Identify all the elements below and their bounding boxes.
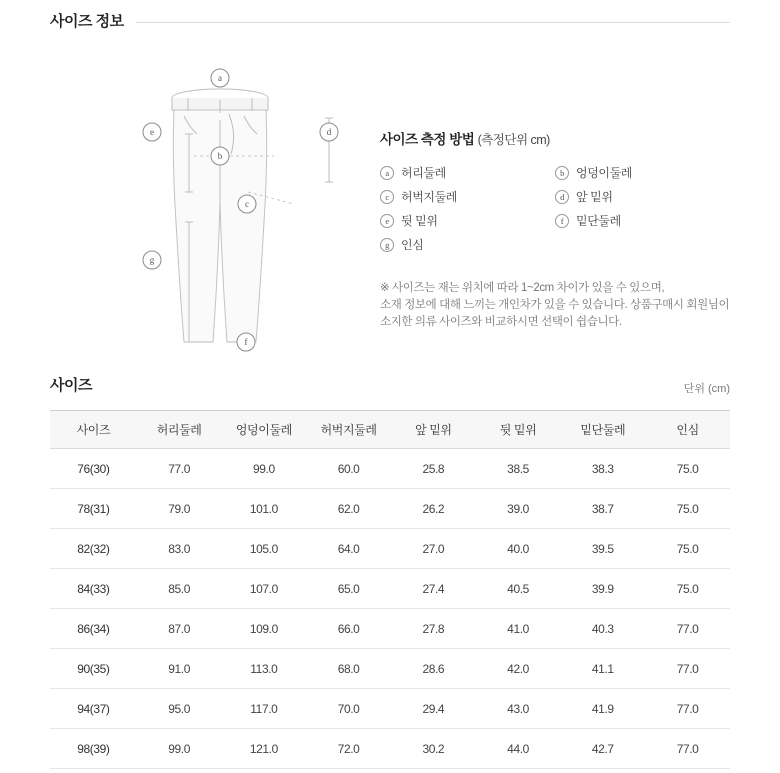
cell-front-rise: 29.4 [391,689,476,729]
legend-label-front-rise: 앞 밑위 [576,190,613,204]
legend-item-hem [555,210,730,232]
cell-inseam: 75.0 [645,529,730,569]
legend-label-back-rise: 뒷 밑위 [401,214,438,228]
legend-label-inseam: 인심 [401,238,424,252]
col-header-back-rise: 뒷 밑위 [476,411,561,449]
table-row [50,529,730,569]
cell-back-rise: 44.0 [476,729,561,769]
cell-size: 90(35) [50,649,137,689]
cell-size: 76(30) [50,449,137,489]
diagram-badge-g [143,251,161,269]
table-row [50,689,730,729]
cell-hem: 41.9 [560,689,645,729]
measurement-legend [380,128,730,331]
marker-f-icon: f [555,214,569,228]
cell-front-rise: 30.2 [391,729,476,769]
note-line-3: 소지한 의류 사이즈와 비교하시면 선택이 쉽습니다. [380,316,622,328]
cell-size: 86(34) [50,609,137,649]
diagram-badge-e [143,123,161,141]
legend-item-thigh [380,186,555,208]
cell-back-rise: 42.0 [476,649,561,689]
size-table [50,410,730,769]
cell-front-rise: 27.8 [391,609,476,649]
svg-text:a: a [218,73,222,83]
size-table-body [50,449,730,769]
page-title: 사이즈 정보 [50,10,136,31]
diagram-badge-b [211,147,229,165]
cell-thigh: 66.0 [306,609,391,649]
legend-item-hip [555,162,730,184]
legend-label-hem: 밑단둘레 [576,214,621,228]
note-line-1: ※ 사이즈는 재는 위치에 따라 1~2cm 차이가 있을 수 있으며, [380,282,665,294]
marker-b-icon: b [555,166,569,180]
cell-thigh: 72.0 [306,729,391,769]
cell-waist: 95.0 [137,689,222,729]
svg-text:f: f [244,337,248,347]
table-header-row [50,411,730,449]
marker-c-icon: c [380,190,394,204]
table-row [50,569,730,609]
svg-text:b: b [217,151,223,161]
legend-label-waist: 허리둘레 [401,166,446,180]
cell-hem: 38.7 [560,489,645,529]
marker-d-icon: d [555,190,569,204]
cell-waist: 83.0 [137,529,222,569]
cell-back-rise: 39.0 [476,489,561,529]
cell-hem: 40.3 [560,609,645,649]
legend-list [380,162,730,258]
cell-back-rise: 41.0 [476,609,561,649]
diagram-badge-d [320,123,338,141]
cell-thigh: 64.0 [306,529,391,569]
marker-e-icon: e [380,214,394,228]
legend-item-inseam [380,234,555,256]
diagram-badge-c [238,195,256,213]
col-header-hem: 밑단둘레 [560,411,645,449]
col-header-hip: 엉덩이둘레 [221,411,306,449]
measurement-info-area [50,34,730,364]
table-row [50,649,730,689]
cell-hem: 41.1 [560,649,645,689]
table-row [50,449,730,489]
cell-waist: 77.0 [137,449,222,489]
cell-size: 98(39) [50,729,137,769]
cell-front-rise: 27.4 [391,569,476,609]
cell-thigh: 70.0 [306,689,391,729]
legend-item-waist [380,162,555,184]
cell-inseam: 77.0 [645,689,730,729]
cell-back-rise: 40.5 [476,569,561,609]
size-table-title: 사이즈 [50,377,92,394]
marker-a-icon: a [380,166,394,180]
cell-size: 94(37) [50,689,137,729]
cell-inseam: 75.0 [645,569,730,609]
legend-label-thigh: 허벅지둘레 [401,190,457,204]
cell-hip: 121.0 [221,729,306,769]
col-header-front-rise: 앞 밑위 [391,411,476,449]
cell-front-rise: 28.6 [391,649,476,689]
cell-thigh: 65.0 [306,569,391,609]
cell-hem: 39.5 [560,529,645,569]
cell-front-rise: 25.8 [391,449,476,489]
cell-hip: 101.0 [221,489,306,529]
cell-front-rise: 26.2 [391,489,476,529]
cell-inseam: 77.0 [645,729,730,769]
col-header-thigh: 허벅지둘레 [306,411,391,449]
cell-hip: 109.0 [221,609,306,649]
cell-back-rise: 40.0 [476,529,561,569]
size-table-head [50,411,730,449]
diagram-badge-f [237,333,255,351]
header-divider [50,22,730,23]
cell-waist: 91.0 [137,649,222,689]
legend-heading [380,128,730,148]
cell-thigh: 62.0 [306,489,391,529]
measurement-note [380,280,730,331]
legend-label-hip: 엉덩이둘레 [576,166,632,180]
cell-size: 78(31) [50,489,137,529]
diagram-badge-a [211,69,229,87]
table-row [50,729,730,769]
cell-waist: 79.0 [137,489,222,529]
legend-heading-unit: (측정단위 cm) [477,133,550,147]
svg-text:c: c [245,199,249,209]
size-info-header [50,0,730,34]
cell-inseam: 75.0 [645,449,730,489]
marker-g-icon: g [380,238,394,252]
col-header-size: 사이즈 [50,411,137,449]
cell-hip: 107.0 [221,569,306,609]
col-header-inseam: 인심 [645,411,730,449]
cell-size: 84(33) [50,569,137,609]
cell-waist: 99.0 [137,729,222,769]
col-header-waist: 허리둘레 [137,411,222,449]
cell-thigh: 60.0 [306,449,391,489]
table-row [50,609,730,649]
table-row [50,489,730,529]
size-table-header [50,374,730,402]
cell-waist: 85.0 [137,569,222,609]
cell-thigh: 68.0 [306,649,391,689]
cell-inseam: 77.0 [645,649,730,689]
trousers-illustration-icon [98,42,348,362]
cell-hem: 42.7 [560,729,645,769]
cell-hip: 99.0 [221,449,306,489]
cell-front-rise: 27.0 [391,529,476,569]
cell-inseam: 77.0 [645,609,730,649]
legend-heading-text: 사이즈 측정 방법 [380,132,475,147]
svg-text:e: e [150,127,154,137]
cell-size: 82(32) [50,529,137,569]
legend-item-back-rise [380,210,555,232]
cell-back-rise: 43.0 [476,689,561,729]
svg-text:d: d [326,127,332,137]
note-line-2: 소재 정보에 대해 느끼는 개인차가 있을 수 있습니다. 상품구매시 회원님이 [380,299,730,311]
legend-item-front-rise [555,186,730,208]
cell-waist: 87.0 [137,609,222,649]
cell-hip: 105.0 [221,529,306,569]
cell-hip: 113.0 [221,649,306,689]
cell-hem: 38.3 [560,449,645,489]
trousers-diagram [98,42,348,362]
cell-hem: 39.9 [560,569,645,609]
cell-inseam: 75.0 [645,489,730,529]
size-table-unit: 단위 (cm) [683,383,730,395]
svg-text:g: g [149,255,155,265]
cell-back-rise: 38.5 [476,449,561,489]
cell-hip: 117.0 [221,689,306,729]
